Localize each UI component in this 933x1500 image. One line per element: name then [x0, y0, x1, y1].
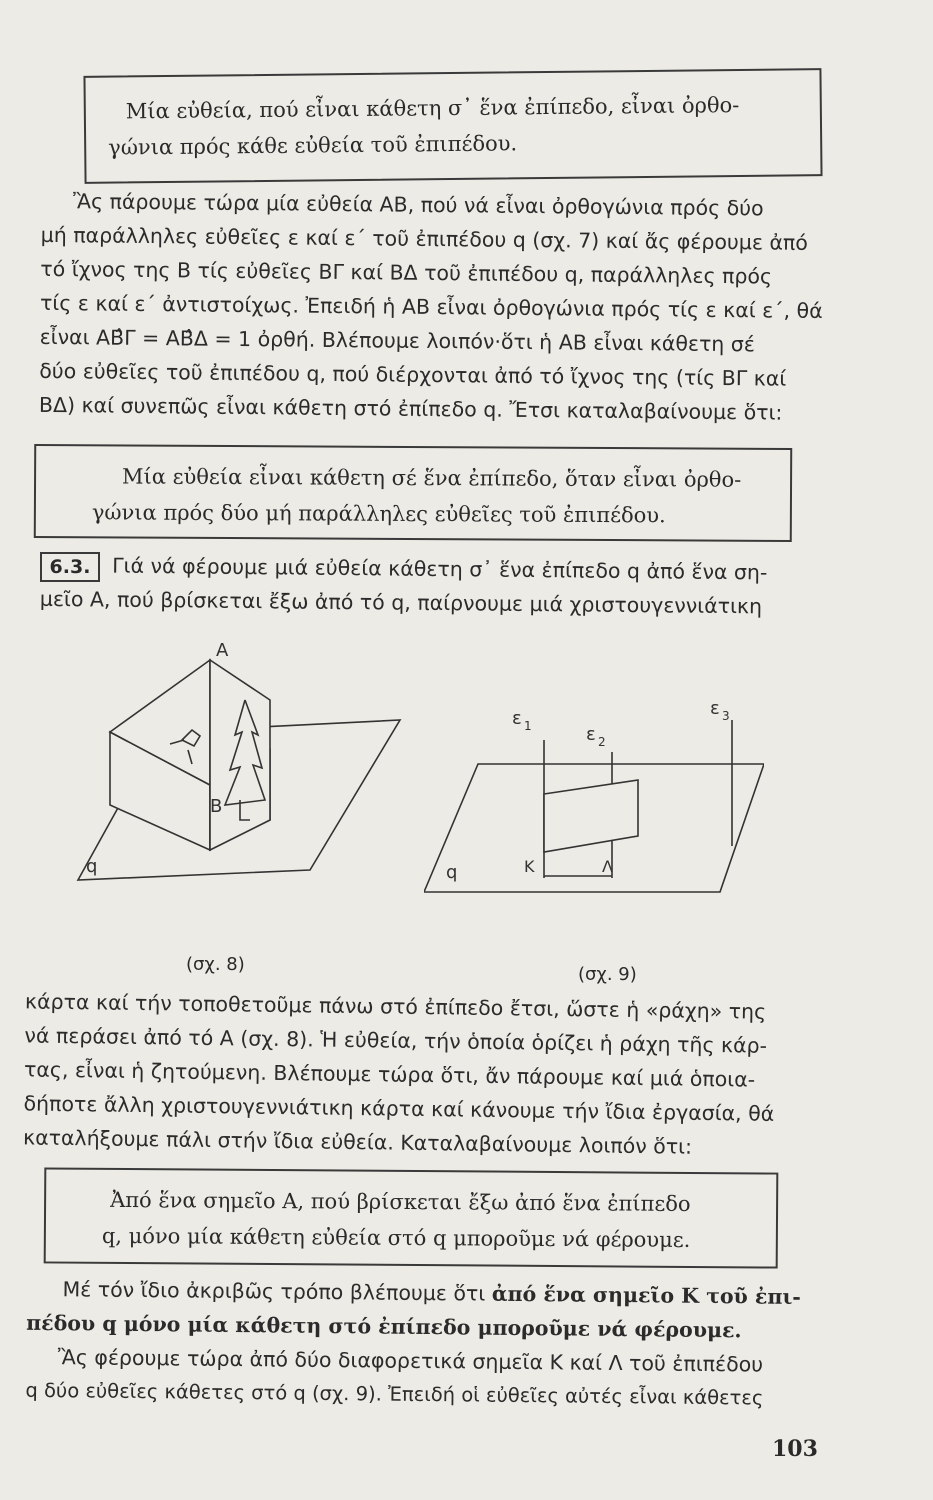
paragraph-1-line-4: τίς ε καί ε΄ ἀντιστοίχως. Ἐπειδή ἡ ΑΒ εἶναι ὀρθογώνια πρός τίς ε καί ε΄, θά — [39, 290, 823, 324]
theorem-3-line-1: Ἀπό ἕνα σημεῖο Α, πού βρίσκεται ἔξω ἀπό ἕνα ἐπίπεδο — [110, 1187, 691, 1216]
figure-9 — [424, 696, 764, 926]
figure-8-label-q: q — [86, 856, 98, 877]
paragraph-1-line-5: εἶναι ΑΒ̂Γ = ΑΒ̂Δ = 1 ὀρθή. Βλέπουμε λοιπόν·ὅτι ἡ ΑΒ εἶναι κάθετη σέ — [39, 324, 756, 357]
theorem-2-line-1: Μία εὐθεία εἶναι κάθετη σέ ἕνα ἐπίπεδο, ὅταν εἶναι ὀρθο- — [122, 464, 742, 492]
paragraph-1-line-6: δύο εὐθεῖες τοῦ ἐπιπέδου q, πού διέρχονται ἀπό τό ἴχνος της (τίς ΒΓ καί — [39, 358, 787, 391]
paragraph-3-line-1-normal: Μέ τόν ἴδιο ἀκριβῶς τρόπο βλέπουμε ὅτι — [62, 1277, 492, 1306]
theorem-box-2 — [34, 444, 792, 542]
card-front-panel — [210, 660, 270, 850]
theorem-3-line-2: q, μόνο μία κάθετη εὐθεία στό q μποροῦμε νά φέρουμε. — [101, 1223, 691, 1252]
paragraph-1-line-1: Ἂς πάρουμε τώρα μία εὐθεία ΑΒ, πού νά εἶναι ὀρθογώνια πρός δύο — [72, 189, 764, 221]
figure-9-label-k: K — [524, 857, 535, 876]
paragraph-1-line-3: τό ἴχνος της Β τίς εὐθεῖες ΒΓ καί ΒΔ τοῦ ἐπιπέδου q, παράλληλες πρός — [40, 256, 773, 289]
theorem-2-line-2: γώνια πρός δύο μή παράλληλες εὐθεῖες τοῦ ἐπιπέδου. — [91, 500, 666, 528]
paragraph-3-line-4: q δύο εὐθεῖες κάθετες στό q (σχ. 9). Ἐπειδή οἱ εὐθεῖες αὐτές εἶναι κάθετες — [25, 1378, 764, 1410]
figure-9-sub-e1: 1 — [524, 719, 532, 733]
paragraph-2-line-5: καταλήξουμε πάλι στήν ἴδια εὐθεία. Καταλαβαίνουμε λοιπόν ὅτι: — [22, 1125, 693, 1159]
paragraph-1-line-7: ΒΔ) καί συνεπῶς εἶναι κάθετη στό ἐπίπεδο q. Ἔτσι καταλαβαίνουμε ὅτι: — [38, 392, 783, 425]
section-line-2: μεῖο Α, πού βρίσκεται ἔξω ἀπό τό q, παίρνουμε μιά χριστουγεννιάτικη — [39, 586, 763, 619]
figure-9-label-q: q — [446, 862, 458, 883]
rectangle-between-lines — [544, 780, 638, 852]
paragraph-3-line-2: πέδου q μόνο μία κάθετη στό ἐπίπεδο μποροῦμε νά φέρουμε. — [26, 1310, 742, 1343]
paragraph-3-line-1-bold: ἀπό ἕνα σημεῖο Κ τοῦ ἐπι- — [491, 1281, 802, 1309]
paragraph-2 — [23, 984, 825, 1165]
figure-9-label-e3: ε — [710, 698, 720, 719]
figure-9-caption: (σχ. 9) — [578, 964, 637, 985]
figure-9-sub-e2: 2 — [598, 735, 606, 749]
page-number: 103 — [772, 1436, 818, 1462]
figure-9-label-e2: ε — [586, 724, 596, 745]
paragraph-2-line-1: κάρτα καί τήν τοποθετοῦμε πάνω στό ἐπίπεδο ἔτσι, ὥστε ἡ «ράχη» της — [24, 989, 767, 1024]
paragraph-3-line-3: Ἂς φέρουμε τώρα ἀπό δύο διαφορετικά σημεῖα Κ καί Λ τοῦ ἐπιπέδου — [57, 1345, 764, 1377]
theorem-1-line-2: γώνια πρός κάθε εὐθεία τοῦ ἐπιπέδου. — [108, 131, 518, 160]
figure-9-label-e1: ε — [512, 708, 522, 729]
figure-9-label-l: Λ — [602, 857, 613, 876]
theorem-box-3 — [44, 1167, 779, 1268]
section-6-3-intro — [40, 548, 841, 624]
figure-8-label-b: Β — [210, 796, 223, 817]
figure-9-sub-e3: 3 — [722, 709, 730, 723]
section-line-1: Γιά νά φέρουμε μιά εὐθεία κάθετη σ᾽ ἕνα ἐπίπεδο q ἀπό ἕνα ση- — [112, 553, 768, 585]
paragraph-3 — [25, 1272, 826, 1416]
theorem-box-1 — [83, 68, 822, 184]
theorem-1-line-1: Μία εὐθεία, πού εἶναι κάθετη σ᾽ ἕνα ἐπίπεδο, εἶναι ὀρθο- — [125, 93, 740, 124]
figure-8-caption: (σχ. 8) — [186, 954, 245, 975]
paragraph-1 — [39, 184, 831, 430]
figure-8 — [70, 640, 410, 900]
figure-8-label-a: Α — [216, 640, 229, 661]
paragraph-1-line-2: μή παράλληλες εὐθεῖες ε καί ε΄ τοῦ ἐπιπέδου q (σχ. 7) καί ἄς φέρουμε ἀπό — [40, 222, 809, 255]
paragraph-2-line-4: δήποτε ἄλλη χριστουγεννιάτικη κάρτα καί κάνουμε τήν ἴδια ἐργασία, θά — [23, 1091, 775, 1126]
paragraph-2-line-3: τας, εἶναι ἡ ζητούμενη. Βλέπουμε τώρα ὅτι, ἄν πάρουμε καί μιά ὁποια- — [23, 1057, 756, 1092]
section-number: 6.3. — [40, 552, 100, 582]
paragraph-2-line-2: νά περάσει ἀπό τό Α (σχ. 8). Ἡ εὐθεία, τήν ὁποία ὁρίζει ἡ ράχη τῆς κάρ- — [24, 1023, 768, 1058]
